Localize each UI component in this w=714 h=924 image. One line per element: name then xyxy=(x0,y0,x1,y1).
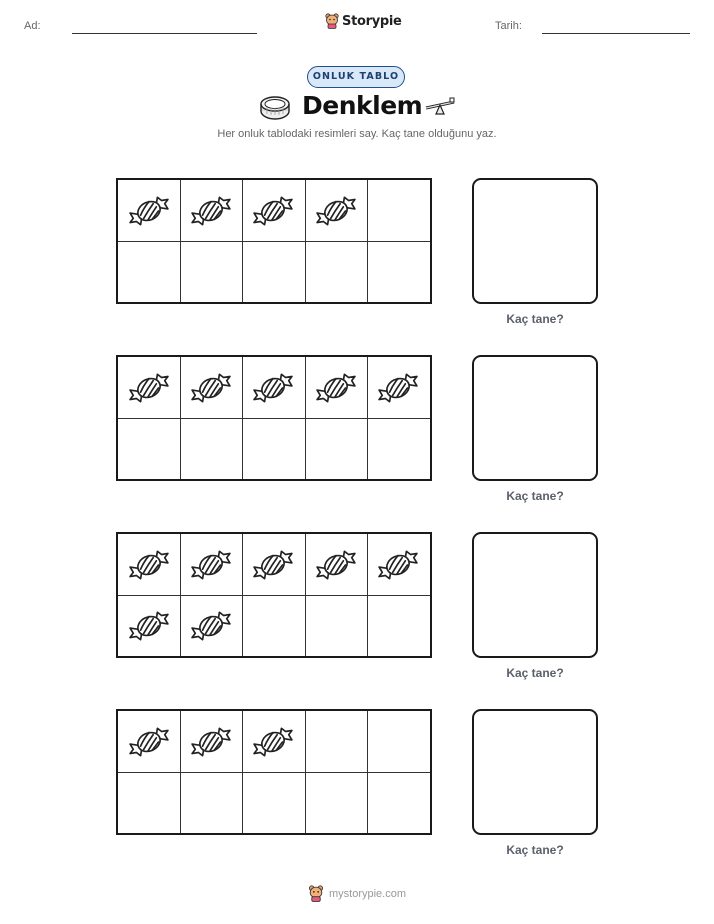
answer-box[interactable] xyxy=(472,532,598,658)
answer-box[interactable] xyxy=(472,709,598,835)
ten-frame-cell xyxy=(118,418,180,479)
ten-frame-cell xyxy=(305,595,367,656)
ten-frame-cell xyxy=(242,357,304,418)
ten-frame-cell xyxy=(305,534,367,595)
ten-frame xyxy=(116,178,432,304)
ten-frame-cell xyxy=(180,595,242,656)
ten-frame-cell xyxy=(367,180,429,241)
answer-prompt: Kaç tane? xyxy=(506,312,564,326)
ten-frame-cell xyxy=(367,711,429,772)
ten-frame-cell xyxy=(242,241,304,302)
ten-frame-cell xyxy=(118,241,180,302)
footer-url: mystorypie.com xyxy=(328,887,407,900)
ten-frame-cell xyxy=(118,772,180,833)
ten-frame-cell xyxy=(305,241,367,302)
ten-frame-cell xyxy=(367,357,429,418)
footer xyxy=(0,885,714,902)
instructions: Her onluk tablodaki resimleri say. Kaç tane olduğunu yaz. xyxy=(217,128,497,140)
brand-logo xyxy=(325,13,402,29)
ten-frame-cell xyxy=(305,418,367,479)
ten-frame-cell xyxy=(367,772,429,833)
ten-frame-cell xyxy=(305,357,367,418)
ten-frame-cell xyxy=(180,357,242,418)
worksheet-type-badge: ONLUK TABLO xyxy=(307,66,405,88)
candy-icon xyxy=(377,367,419,409)
answer-prompt: Kaç tane? xyxy=(506,489,564,503)
candy-icon xyxy=(315,367,357,409)
ten-frame-cell xyxy=(118,357,180,418)
ten-frame-cell xyxy=(242,180,304,241)
ten-frame-cell xyxy=(367,418,429,479)
ten-frame-cell xyxy=(305,180,367,241)
ten-frame-cell xyxy=(367,534,429,595)
round-tin-icon xyxy=(259,95,291,121)
page-title: Denklem xyxy=(302,91,423,120)
ten-frame-cell xyxy=(180,534,242,595)
ten-frame-cell xyxy=(305,711,367,772)
answer-prompt: Kaç tane? xyxy=(506,666,564,680)
ten-frame-cell xyxy=(242,534,304,595)
ten-frame-cell xyxy=(305,772,367,833)
candy-icon xyxy=(128,605,170,647)
ten-frame-cell xyxy=(118,534,180,595)
candy-icon xyxy=(377,544,419,586)
ten-frame-cell xyxy=(367,241,429,302)
ten-frame-cell xyxy=(118,595,180,656)
candy-icon xyxy=(252,367,294,409)
candy-icon xyxy=(190,367,232,409)
brand-name: Storypie xyxy=(342,13,402,29)
candy-icon xyxy=(315,544,357,586)
ten-frame-cell xyxy=(118,711,180,772)
ten-frame xyxy=(116,355,432,481)
candy-icon xyxy=(190,544,232,586)
ten-frame-cell xyxy=(242,772,304,833)
ten-frame-cell xyxy=(180,772,242,833)
candy-icon xyxy=(315,190,357,232)
name-line[interactable] xyxy=(72,33,257,34)
ten-frame xyxy=(116,709,432,835)
ten-frame-cell xyxy=(180,241,242,302)
ten-frame-cell xyxy=(180,418,242,479)
answer-box[interactable] xyxy=(472,178,598,304)
name-label: Ad: xyxy=(24,20,41,32)
candy-icon xyxy=(190,721,232,763)
ten-frame-cell xyxy=(242,595,304,656)
ten-frame-cell xyxy=(242,418,304,479)
bear-icon xyxy=(325,13,339,29)
date-line[interactable] xyxy=(542,33,690,34)
answer-box[interactable] xyxy=(472,355,598,481)
ten-frame-cell xyxy=(242,711,304,772)
ten-frame xyxy=(116,532,432,658)
candy-icon xyxy=(252,721,294,763)
candy-icon xyxy=(128,367,170,409)
ten-frame-cell xyxy=(180,711,242,772)
seesaw-balance-icon xyxy=(424,97,456,117)
candy-icon xyxy=(128,544,170,586)
ten-frame-cell xyxy=(367,595,429,656)
ten-frame-cell xyxy=(180,180,242,241)
candy-icon xyxy=(190,605,232,647)
candy-icon xyxy=(252,190,294,232)
candy-icon xyxy=(252,544,294,586)
candy-icon xyxy=(190,190,232,232)
ten-frame-cell xyxy=(118,180,180,241)
answer-prompt: Kaç tane? xyxy=(506,843,564,857)
candy-icon xyxy=(128,721,170,763)
date-label: Tarih: xyxy=(495,20,522,32)
candy-icon xyxy=(128,190,170,232)
bear-icon xyxy=(308,885,324,902)
